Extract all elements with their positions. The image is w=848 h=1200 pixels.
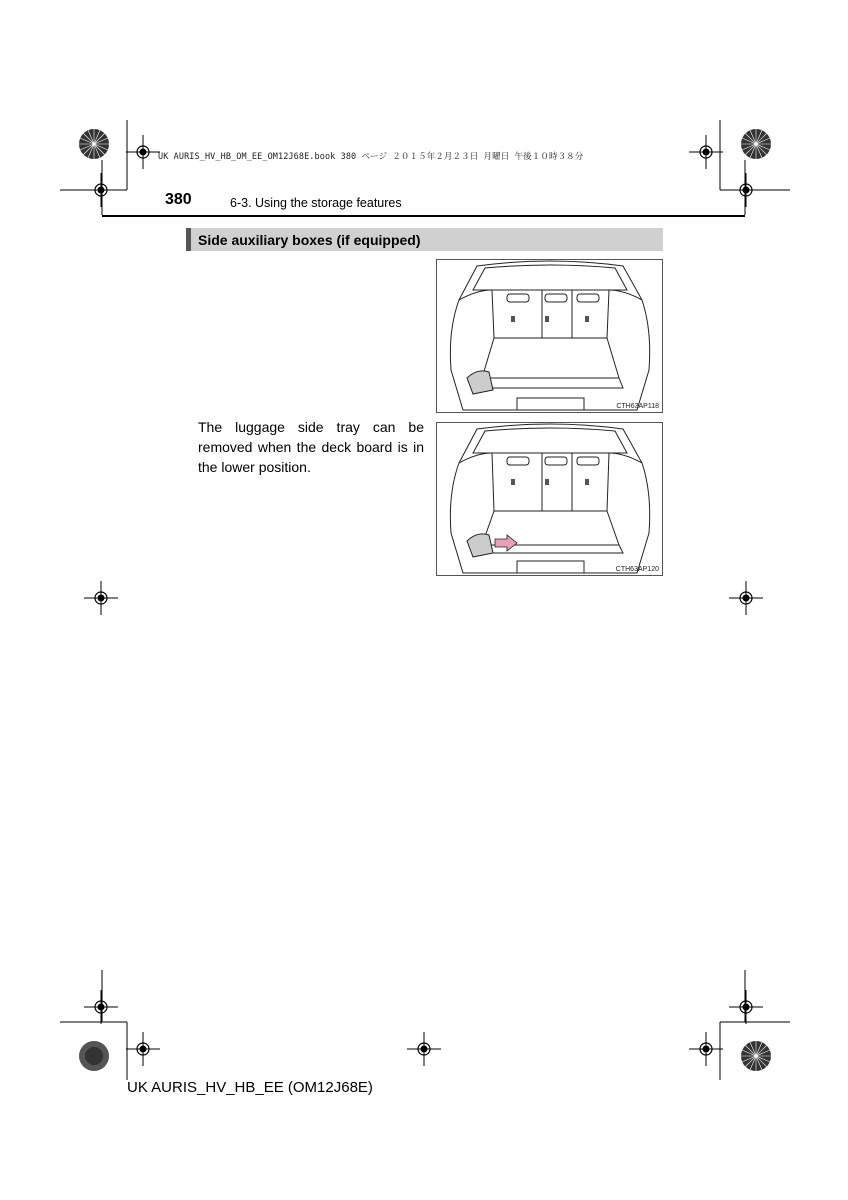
header-rule: [102, 215, 745, 217]
print-header: UK AURIS_HV_HB_OM_EE_OM12J68E.book 380 ページ ２０１５年２月２３日 月曜日 午後１０時３８分: [158, 152, 584, 162]
section-heading: Side auxiliary boxes (if equipped): [198, 232, 421, 248]
page-number: 380: [165, 191, 192, 208]
section-title: 6-3. Using the storage features: [230, 196, 402, 210]
figure-code: CTH63AP118: [616, 403, 659, 410]
footer-manual-id: UK AURIS_HV_HB_EE (OM12J68E): [127, 1079, 373, 1096]
figure-luggage-area-1: [436, 259, 663, 413]
direction-arrow-icon: [495, 535, 517, 551]
figure-luggage-area-2: [436, 422, 663, 576]
car-trunk-illustration-2: [437, 423, 664, 577]
car-trunk-illustration-1: [437, 260, 664, 414]
figure-code: CTH63AP120: [615, 566, 659, 573]
body-paragraph: The luggage side tray can be removed when the deck board is in the lower position.: [198, 419, 424, 475]
